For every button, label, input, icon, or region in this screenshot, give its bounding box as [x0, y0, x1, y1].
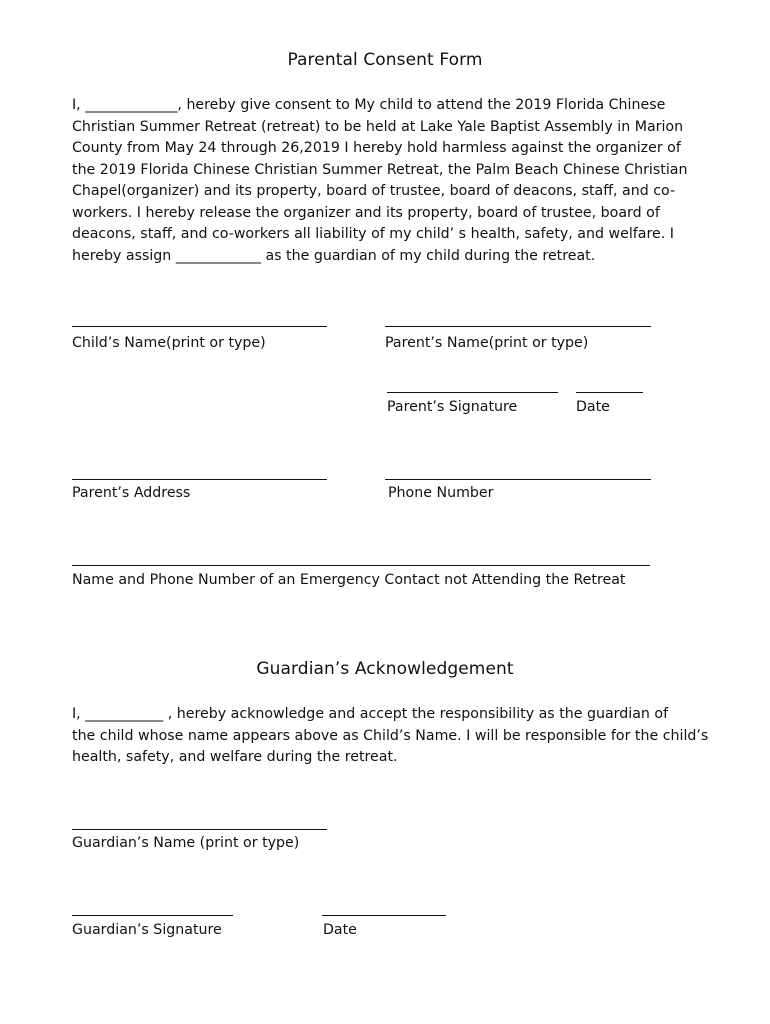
parent-address-label: Parent’s Address [72, 485, 191, 501]
parent-name-label: Parent’s Name(print or type) [385, 335, 589, 351]
guardian-signature-label: Guardian’s Signature [72, 922, 222, 938]
paragraph-line: Chapel(organizer) and its property, board of trustee, board of deacons, staff, and co- [72, 183, 676, 199]
parent-address-line[interactable] [72, 479, 327, 480]
guardian-signature-line[interactable] [72, 915, 233, 916]
guardian-title: Guardian’s Acknowledgement [256, 659, 514, 679]
child-name-label: Child’s Name(print or type) [72, 335, 266, 351]
consent-paragraph [72, 95, 702, 267]
phone-number-line[interactable] [385, 479, 651, 480]
guardian-name-label: Guardian’s Name (print or type) [72, 835, 300, 851]
paragraph-line: County from May 24 through 26,2019 I hereby hold harmless against the organizer of [72, 140, 681, 156]
guardian-date-line[interactable] [322, 915, 446, 916]
guardian-date-label: Date [323, 922, 357, 938]
child-name-line[interactable] [72, 326, 327, 327]
form-title: Parental Consent Form [287, 50, 483, 70]
paragraph-line: workers. I hereby release the organizer and its property, board of trustee, board of [72, 204, 660, 221]
parent-signature-line[interactable] [387, 392, 558, 393]
emergency-contact-line[interactable] [72, 565, 650, 566]
guardian-name-line[interactable] [72, 829, 327, 830]
paragraph-line: hereby assign ____________ as the guardian of my child during the retreat. [72, 247, 596, 264]
emergency-contact-label: Name and Phone Number of an Emergency Contact not Attending the Retreat [72, 572, 626, 588]
parent-date-line[interactable] [576, 392, 643, 393]
guardian-paragraph [72, 704, 709, 769]
parent-signature-label: Parent’s Signature [387, 399, 518, 415]
parent-name-line[interactable] [385, 326, 651, 327]
paragraph-line: the child whose name appears above as Child’s Name. I will be responsible for the child’s [72, 727, 709, 744]
paragraph-line: health, safety, and welfare during the retreat. [72, 749, 398, 765]
paragraph-line: deacons, staff, and co-workers all liability of my child’ s health, safety, and welfare. I [72, 226, 674, 242]
paragraph-line: the 2019 Florida Chinese Christian Summer Retreat, the Palm Beach Chinese Christian [72, 161, 688, 178]
paragraph-line: I, _____________, hereby give consent to My child to attend the 2019 Florida Chinese [72, 97, 666, 113]
parent-date-label: Date [576, 399, 610, 415]
paragraph-line: Christian Summer Retreat (retreat) to be held at Lake Yale Baptist Assembly in Marion [72, 118, 684, 135]
phone-number-label: Phone Number [388, 485, 494, 501]
paragraph-line: I, ___________ , hereby acknowledge and accept the responsibility as the guardian of [72, 706, 669, 722]
